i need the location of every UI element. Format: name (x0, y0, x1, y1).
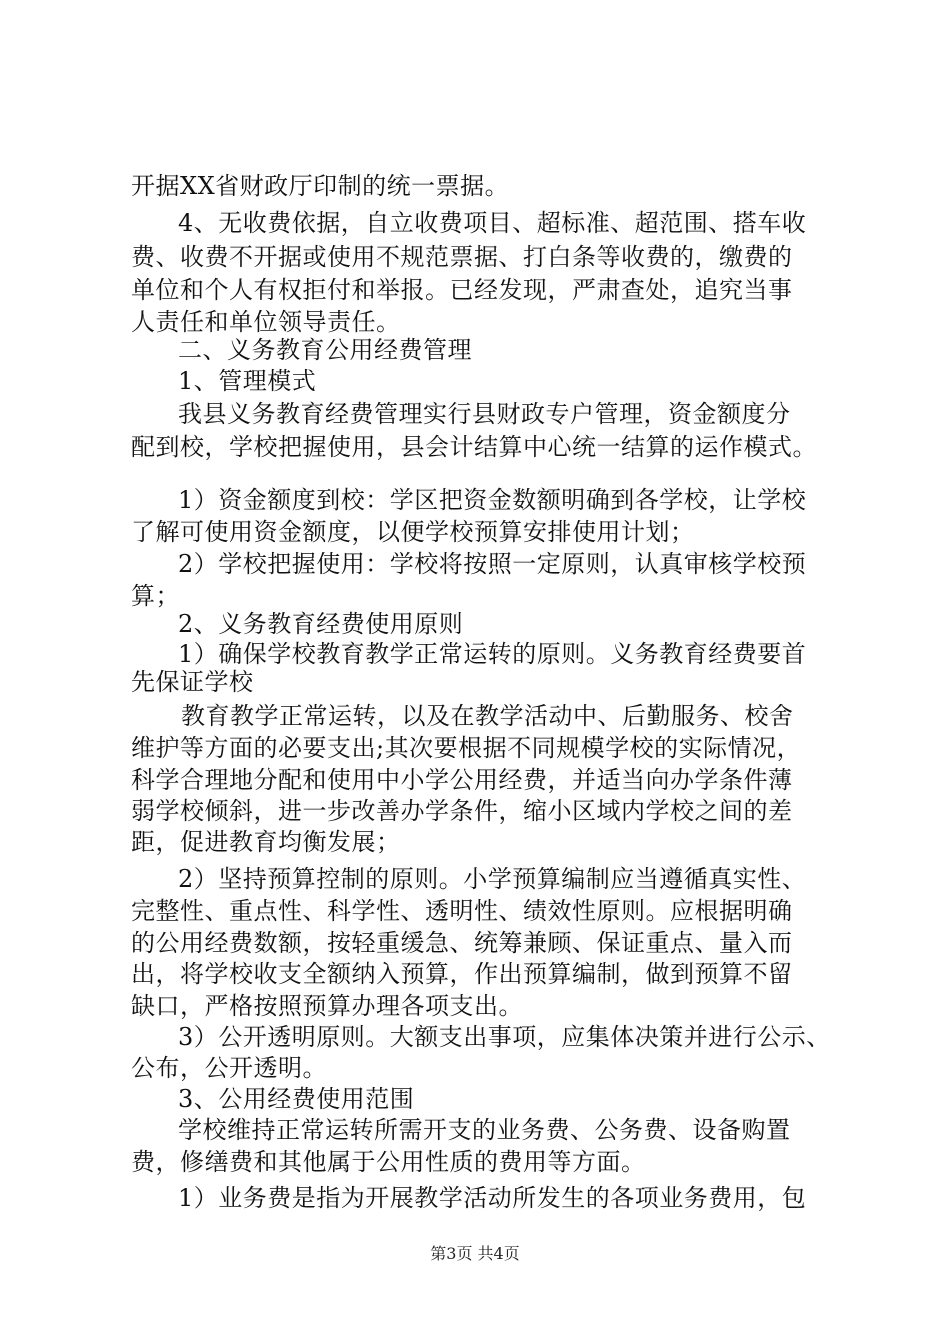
text-line: 弱学校倾斜，进一步改善办学条件，缩小区域内学校之间的差 (131, 797, 793, 825)
text-line: 教育教学正常运转，以及在教学活动中、后勤服务、校舍 (181, 702, 794, 730)
text-line: 开据XX省财政厅印制的统一票据。 (131, 172, 510, 200)
text-line: 出，将学校收支全额纳入预算，作出预算编制，做到预算不留 (131, 960, 793, 988)
section-heading: 二、义务教育公用经费管理 (178, 336, 472, 364)
subsection-heading: 1、管理模式 (178, 367, 317, 395)
text-line: 配到校，学校把握使用，县会计结算中心统一结算的运作模式。 (131, 433, 817, 461)
text-line: 1）资金额度到校：学区把资金数额明确到各学校，让学校 (178, 486, 807, 514)
text-line: 算； (131, 582, 180, 610)
text-line: 维护等方面的必要支出;其次要根据不同规模学校的实际情况， (131, 734, 802, 762)
text-line: 缺口，严格按照预算办理各项支出。 (131, 992, 523, 1020)
text-line: 4、无收费依据，自立收费项目、超标准、超范围、搭车收 (178, 209, 807, 237)
text-line: 科学合理地分配和使用中小学公用经费，并适当向办学条件薄 (131, 766, 793, 794)
text-line: 学校维持正常运转所需开支的业务费、公务费、设备购置 (178, 1116, 791, 1144)
text-line: 我县义务教育经费管理实行县财政专户管理，资金额度分 (178, 400, 791, 428)
page-number-footer: 第3页 共4页 (430, 1244, 520, 1263)
text-line: 先保证学校 (131, 668, 254, 696)
text-line: 1）业务费是指为开展教学活动所发生的各项业务费用，包 (178, 1184, 807, 1212)
text-line: 3）公开透明原则。大额支出事项，应集体决策并进行公示、 (178, 1023, 831, 1051)
text-line: 单位和个人有权拒付和举报。已经发现，严肃查处，追究当事 (131, 276, 793, 304)
text-line: 距，促进教育均衡发展； (131, 828, 401, 856)
text-line: 人责任和单位领导责任。 (131, 308, 401, 336)
text-line: 费，修缮费和其他属于公用性质的费用等方面。 (131, 1148, 646, 1176)
text-line: 2）学校把握使用：学校将按照一定原则，认真审核学校预 (178, 550, 807, 578)
subsection-heading: 2、义务教育经费使用原则 (178, 610, 464, 638)
subsection-heading: 3、公用经费使用范围 (178, 1085, 415, 1113)
text-line: 2）坚持预算控制的原则。小学预算编制应当遵循真实性、 (178, 865, 807, 893)
text-line: 费、收费不开据或使用不规范票据、打白条等收费的，缴费的 (131, 243, 793, 271)
text-line: 公布，公开透明。 (131, 1054, 327, 1082)
text-line: 的公用经费数额，按轻重缓急、统筹兼顾、保证重点、量入而 (131, 929, 793, 957)
text-line: 了解可使用资金额度，以便学校预算安排使用计划； (131, 518, 695, 546)
text-line: 1）确保学校教育教学正常运转的原则。义务教育经费要首 (178, 640, 807, 668)
text-line: 完整性、重点性、科学性、透明性、绩效性原则。应根据明确 (131, 897, 793, 925)
